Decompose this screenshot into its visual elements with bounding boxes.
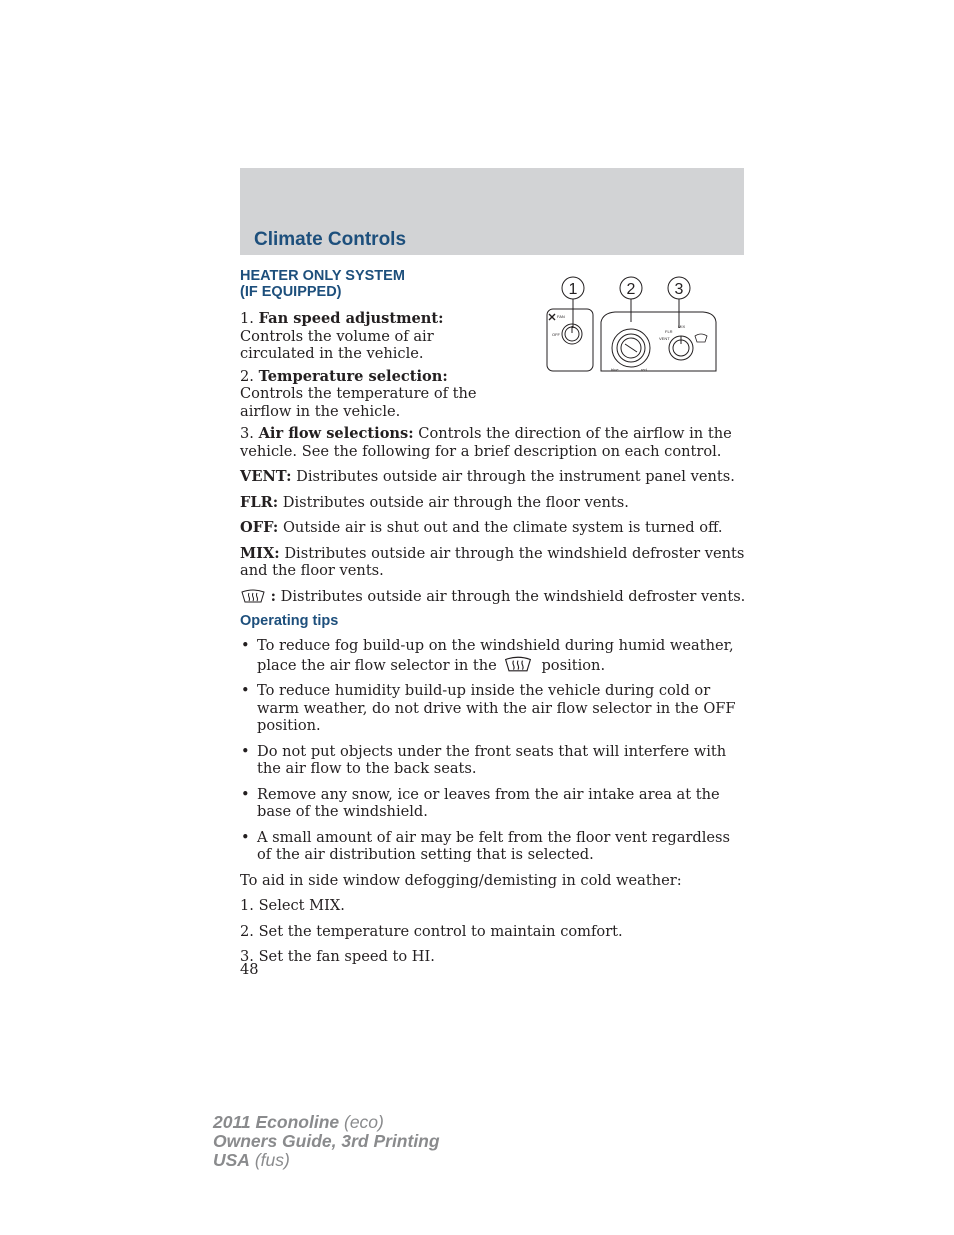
- mix-label: MIX: [678, 324, 686, 329]
- bullet: •: [241, 828, 250, 846]
- main-content: [240, 268, 746, 974]
- footer-model-code: (eco): [344, 1112, 384, 1132]
- intro-block: [240, 268, 505, 420]
- windshield-defrost-icon: [503, 655, 533, 673]
- vent-label: VENT: [659, 336, 670, 341]
- flr-label: FLR: [665, 329, 673, 334]
- mode-mix-text: Distributes outside air through the windshield defroster vents and the floor vents.: [240, 544, 745, 579]
- callout-2: 2: [626, 281, 636, 298]
- mode-flr-text: Distributes outside air through the floor vents.: [282, 493, 629, 511]
- mode-defrost: [240, 588, 746, 606]
- page-title: Climate Controls: [254, 229, 407, 250]
- section-heading-line1: HEATER ONLY SYSTEM: [240, 268, 405, 284]
- footer-market: USA: [213, 1150, 250, 1170]
- section-header-band: [240, 168, 744, 255]
- tip4-text: Remove any snow, ice or leaves from the air intake area at the base of the windshield.: [257, 785, 720, 820]
- mode-flr-label: FLR:: [240, 493, 279, 511]
- bullet: •: [241, 742, 250, 760]
- page-number: 48: [240, 961, 259, 978]
- list-item: [240, 682, 746, 735]
- footer-line1: [213, 1113, 440, 1132]
- item1-text: Controls the volume of air circulated in the vehicle.: [240, 327, 434, 362]
- mode-mix: [240, 545, 746, 580]
- mode-defrost-text: Distributes outside air through the windshield defroster vents.: [280, 587, 746, 605]
- list-item: [240, 829, 746, 864]
- footer-line2: [213, 1132, 440, 1151]
- item2-label: Temperature selection:: [258, 367, 448, 385]
- list-item: [240, 637, 746, 674]
- tip1-text-end: position.: [541, 656, 606, 674]
- footer-market-code: (fus): [254, 1150, 290, 1170]
- operating-tips-heading: Operating tips: [240, 613, 339, 629]
- footer-guide: Owners Guide, 3rd Printing: [213, 1131, 440, 1151]
- mode-off-text: Outside air is shut out and the climate system is turned off.: [282, 519, 723, 536]
- footer-line3: [213, 1151, 440, 1170]
- mode-flr: [240, 494, 746, 512]
- section-heading: [240, 268, 505, 300]
- list-item: [240, 743, 746, 778]
- defog-intro: To aid in side window defogging/demisting in cold weather:: [240, 871, 682, 889]
- body-block: [240, 425, 746, 966]
- fan-label: FAN: [557, 314, 565, 319]
- mode-off-label: OFF:: [240, 519, 279, 536]
- item3-text: Controls the direction of the airflow in the vehicle. See the following for a brief description on each control.: [240, 425, 732, 460]
- item-fan-speed: [240, 310, 505, 363]
- item3-number: 3.: [240, 425, 254, 442]
- defog-step-1: 1. Select MIX.: [240, 897, 345, 914]
- red-label: red: [641, 367, 647, 372]
- item-temperature: [240, 368, 505, 421]
- defog-step-3: 3. Set the fan speed to HI.: [240, 948, 435, 965]
- item2-text: Controls the temperature of the airflow in the vehicle.: [240, 385, 477, 420]
- mode-vent-label: VENT:: [240, 468, 292, 485]
- tip3-text: Do not put objects under the front seats that will interfere with the air flow to the back seats.: [257, 742, 727, 777]
- tip1-text: To reduce fog build-up on the windshield during humid weather, place the air flow selector in the: [257, 637, 734, 674]
- list-item: [240, 786, 746, 821]
- blue-label: blue: [611, 367, 619, 372]
- bullet: •: [241, 785, 250, 803]
- mode-vent-text: Distributes outside air through the instrument panel vents.: [296, 468, 735, 485]
- section-heading-line2: (IF EQUIPPED): [240, 284, 342, 300]
- off-label: OFF: [552, 332, 560, 337]
- callout-1: 1: [568, 281, 578, 298]
- callout-3: 3: [674, 281, 684, 298]
- mode-defrost-label: :: [270, 587, 277, 605]
- tips-list: [240, 637, 746, 864]
- tip2-text: To reduce humidity build-up inside the vehicle during cold or warm weather, do not drive with the air flow selector in the OFF position.: [257, 682, 736, 734]
- mode-off: [240, 519, 746, 537]
- item1-number: 1.: [240, 310, 254, 327]
- tip5-text: A small amount of air may be felt from the floor vent regardless of the air distribution setting that is selected.: [257, 828, 731, 863]
- footer: [213, 1113, 440, 1170]
- item2-number: 2.: [240, 367, 254, 385]
- footer-model: 2011 Econoline: [213, 1112, 340, 1132]
- item1-label: Fan speed adjustment:: [258, 310, 444, 327]
- defog-step-2: 2. Set the temperature control to maintain comfort.: [240, 922, 623, 940]
- bullet: •: [241, 682, 250, 699]
- item-air-flow: [240, 425, 746, 460]
- item3-label: Air flow selections:: [258, 425, 414, 442]
- windshield-defrost-icon: [240, 588, 266, 604]
- bullet: •: [241, 637, 250, 654]
- mode-mix-label: MIX:: [240, 544, 280, 562]
- mode-vent: [240, 468, 746, 486]
